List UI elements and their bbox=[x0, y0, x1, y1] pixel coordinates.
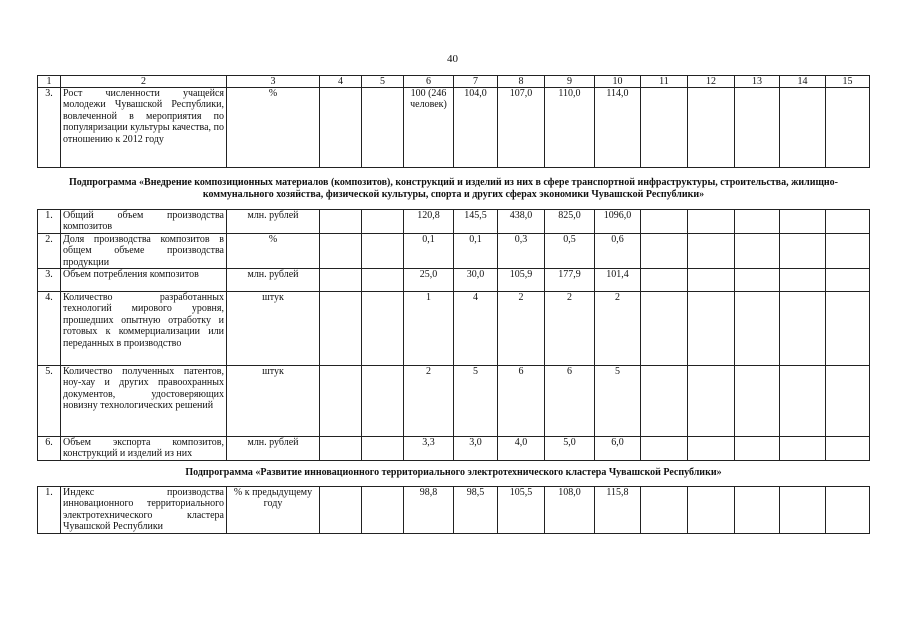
indicator-name: Объем экспорта композитов, конструкций и изделий из них bbox=[61, 437, 227, 461]
empty-cell bbox=[735, 292, 780, 366]
empty-cell bbox=[735, 233, 780, 268]
empty-cell bbox=[688, 366, 735, 437]
empty-cell bbox=[780, 437, 826, 461]
value-cell: 6,0 bbox=[595, 437, 641, 461]
empty-cell bbox=[688, 486, 735, 533]
indicator-name: Индекс производства инновационного территориального электротехнического кластера Чувашской Республики bbox=[61, 486, 227, 533]
header-cell: 15 bbox=[826, 76, 870, 88]
value-cell: 30,0 bbox=[454, 269, 498, 292]
value-cell: 105,5 bbox=[498, 486, 545, 533]
value-cell: 0,3 bbox=[498, 233, 545, 268]
value-cell: 6 bbox=[545, 366, 595, 437]
empty-cell bbox=[826, 210, 870, 234]
value-cell: 105,9 bbox=[498, 269, 545, 292]
value-cell: 120,8 bbox=[404, 210, 454, 234]
value-cell bbox=[320, 210, 362, 234]
value-cell: 0,1 bbox=[454, 233, 498, 268]
header-cell: 9 bbox=[545, 76, 595, 88]
value-cell: 145,5 bbox=[454, 210, 498, 234]
table-row bbox=[38, 88, 870, 168]
empty-cell bbox=[735, 486, 780, 533]
value-cell: 110,0 bbox=[545, 88, 595, 168]
row-number: 6. bbox=[38, 437, 61, 461]
empty-cell bbox=[688, 88, 735, 168]
indicator-name: Количество разработанных технологий мирового уровня, прошедших опытную отработку и готовых к коммерциализации или переданных в производство bbox=[61, 292, 227, 366]
header-cell: 11 bbox=[641, 76, 688, 88]
value-cell: 5 bbox=[454, 366, 498, 437]
value-cell: 4,0 bbox=[498, 437, 545, 461]
value-cell bbox=[320, 437, 362, 461]
indicator-name: Количество полученных патентов, ноу-хау и других правоохранных документов, удостоверяющих новизну технологических решений bbox=[61, 366, 227, 437]
table-row bbox=[38, 292, 870, 366]
empty-cell bbox=[780, 292, 826, 366]
indicator-name: Объем потребления композитов bbox=[61, 269, 227, 292]
indicator-name: Рост численности учащейся молодежи Чувашской Республики, вовлеченной в мероприятия по популяризации культуры качества, по отношению к 2012 году bbox=[61, 88, 227, 168]
value-cell bbox=[362, 210, 404, 234]
value-cell bbox=[320, 88, 362, 168]
header-cell: 5 bbox=[362, 76, 404, 88]
row-number: 4. bbox=[38, 292, 61, 366]
value-cell bbox=[362, 366, 404, 437]
value-cell: 3,3 bbox=[404, 437, 454, 461]
empty-cell bbox=[735, 88, 780, 168]
table-body bbox=[38, 76, 870, 534]
section-title: Подпрограмма «Внедрение композиционных материалов (композитов), конструкций и изделий из них в сфере транспортной инфраструктуры, строительства, жилищно-коммунального хозяйства, физической культуры, спорта и других сферах экономики Чувашской Республики» bbox=[38, 168, 870, 210]
empty-cell bbox=[826, 366, 870, 437]
empty-cell bbox=[641, 292, 688, 366]
value-cell bbox=[362, 88, 404, 168]
value-cell: 2 bbox=[545, 292, 595, 366]
empty-cell bbox=[688, 292, 735, 366]
header-cell: 8 bbox=[498, 76, 545, 88]
value-cell: 4 bbox=[454, 292, 498, 366]
empty-cell bbox=[735, 210, 780, 234]
header-cell: 10 bbox=[595, 76, 641, 88]
empty-cell bbox=[826, 269, 870, 292]
value-cell bbox=[362, 292, 404, 366]
empty-cell bbox=[688, 233, 735, 268]
unit-cell: штук bbox=[227, 292, 320, 366]
header-cell: 14 bbox=[780, 76, 826, 88]
page-number: 40 bbox=[447, 53, 458, 65]
value-cell: 177,9 bbox=[545, 269, 595, 292]
value-cell: 0,1 bbox=[404, 233, 454, 268]
value-cell: 3,0 bbox=[454, 437, 498, 461]
header-cell: 3 bbox=[227, 76, 320, 88]
value-cell: 0,5 bbox=[545, 233, 595, 268]
empty-cell bbox=[641, 437, 688, 461]
empty-cell bbox=[780, 269, 826, 292]
header-cell: 1 bbox=[38, 76, 61, 88]
unit-cell: млн. рублей bbox=[227, 437, 320, 461]
header-row bbox=[38, 76, 870, 88]
unit-cell: % bbox=[227, 88, 320, 168]
row-number: 3. bbox=[38, 88, 61, 168]
empty-cell bbox=[641, 210, 688, 234]
value-cell: 0,6 bbox=[595, 233, 641, 268]
row-number: 3. bbox=[38, 269, 61, 292]
row-number: 5. bbox=[38, 366, 61, 437]
value-cell: 98,5 bbox=[454, 486, 498, 533]
section-title: Подпрограмма «Развитие инновационного территориального электротехнического кластера Чувашской Республики» bbox=[38, 460, 870, 486]
empty-cell bbox=[641, 233, 688, 268]
empty-cell bbox=[826, 292, 870, 366]
empty-cell bbox=[641, 88, 688, 168]
empty-cell bbox=[780, 210, 826, 234]
value-cell: 1096,0 bbox=[595, 210, 641, 234]
empty-cell bbox=[688, 437, 735, 461]
value-cell bbox=[320, 486, 362, 533]
value-cell: 114,0 bbox=[595, 88, 641, 168]
header-cell: 12 bbox=[688, 76, 735, 88]
row-number: 1. bbox=[38, 210, 61, 234]
header-cell: 2 bbox=[61, 76, 227, 88]
value-cell bbox=[320, 292, 362, 366]
value-cell bbox=[320, 233, 362, 268]
value-cell bbox=[320, 366, 362, 437]
header-cell: 13 bbox=[735, 76, 780, 88]
value-cell: 6 bbox=[498, 366, 545, 437]
unit-cell: штук bbox=[227, 366, 320, 437]
table-row bbox=[38, 366, 870, 437]
value-cell: 98,8 bbox=[404, 486, 454, 533]
value-cell: 825,0 bbox=[545, 210, 595, 234]
section-row bbox=[38, 168, 870, 210]
value-cell: 101,4 bbox=[595, 269, 641, 292]
value-cell: 438,0 bbox=[498, 210, 545, 234]
table-row bbox=[38, 269, 870, 292]
empty-cell bbox=[780, 233, 826, 268]
value-cell bbox=[362, 269, 404, 292]
unit-cell: млн. рублей bbox=[227, 210, 320, 234]
empty-cell bbox=[641, 486, 688, 533]
value-cell: 107,0 bbox=[498, 88, 545, 168]
value-cell bbox=[320, 269, 362, 292]
value-cell: 100 (246 человек) bbox=[404, 88, 454, 168]
unit-cell: % к предыдущему году bbox=[227, 486, 320, 533]
value-cell: 5 bbox=[595, 366, 641, 437]
empty-cell bbox=[780, 88, 826, 168]
empty-cell bbox=[735, 437, 780, 461]
value-cell: 108,0 bbox=[545, 486, 595, 533]
value-cell: 5,0 bbox=[545, 437, 595, 461]
empty-cell bbox=[735, 269, 780, 292]
value-cell: 25,0 bbox=[404, 269, 454, 292]
empty-cell bbox=[735, 366, 780, 437]
table-row bbox=[38, 233, 870, 268]
value-cell bbox=[362, 437, 404, 461]
table-row bbox=[38, 486, 870, 533]
indicator-name: Доля производства композитов в общем объеме производства продукции bbox=[61, 233, 227, 268]
value-cell: 1 bbox=[404, 292, 454, 366]
value-cell: 2 bbox=[404, 366, 454, 437]
unit-cell: млн. рублей bbox=[227, 269, 320, 292]
value-cell: 104,0 bbox=[454, 88, 498, 168]
indicator-name: Общий объем производства композитов bbox=[61, 210, 227, 234]
empty-cell bbox=[641, 366, 688, 437]
empty-cell bbox=[826, 88, 870, 168]
empty-cell bbox=[688, 210, 735, 234]
table-row bbox=[38, 210, 870, 234]
empty-cell bbox=[826, 233, 870, 268]
row-number: 2. bbox=[38, 233, 61, 268]
table-row bbox=[38, 437, 870, 461]
value-cell: 115,8 bbox=[595, 486, 641, 533]
value-cell bbox=[362, 233, 404, 268]
empty-cell bbox=[826, 437, 870, 461]
empty-cell bbox=[780, 366, 826, 437]
empty-cell bbox=[641, 269, 688, 292]
indicators-table bbox=[37, 75, 870, 534]
empty-cell bbox=[780, 486, 826, 533]
unit-cell: % bbox=[227, 233, 320, 268]
empty-cell bbox=[826, 486, 870, 533]
value-cell: 2 bbox=[595, 292, 641, 366]
empty-cell bbox=[688, 269, 735, 292]
row-number: 1. bbox=[38, 486, 61, 533]
value-cell bbox=[362, 486, 404, 533]
section-row bbox=[38, 460, 870, 486]
header-cell: 6 bbox=[404, 76, 454, 88]
header-cell: 7 bbox=[454, 76, 498, 88]
value-cell: 2 bbox=[498, 292, 545, 366]
header-cell: 4 bbox=[320, 76, 362, 88]
